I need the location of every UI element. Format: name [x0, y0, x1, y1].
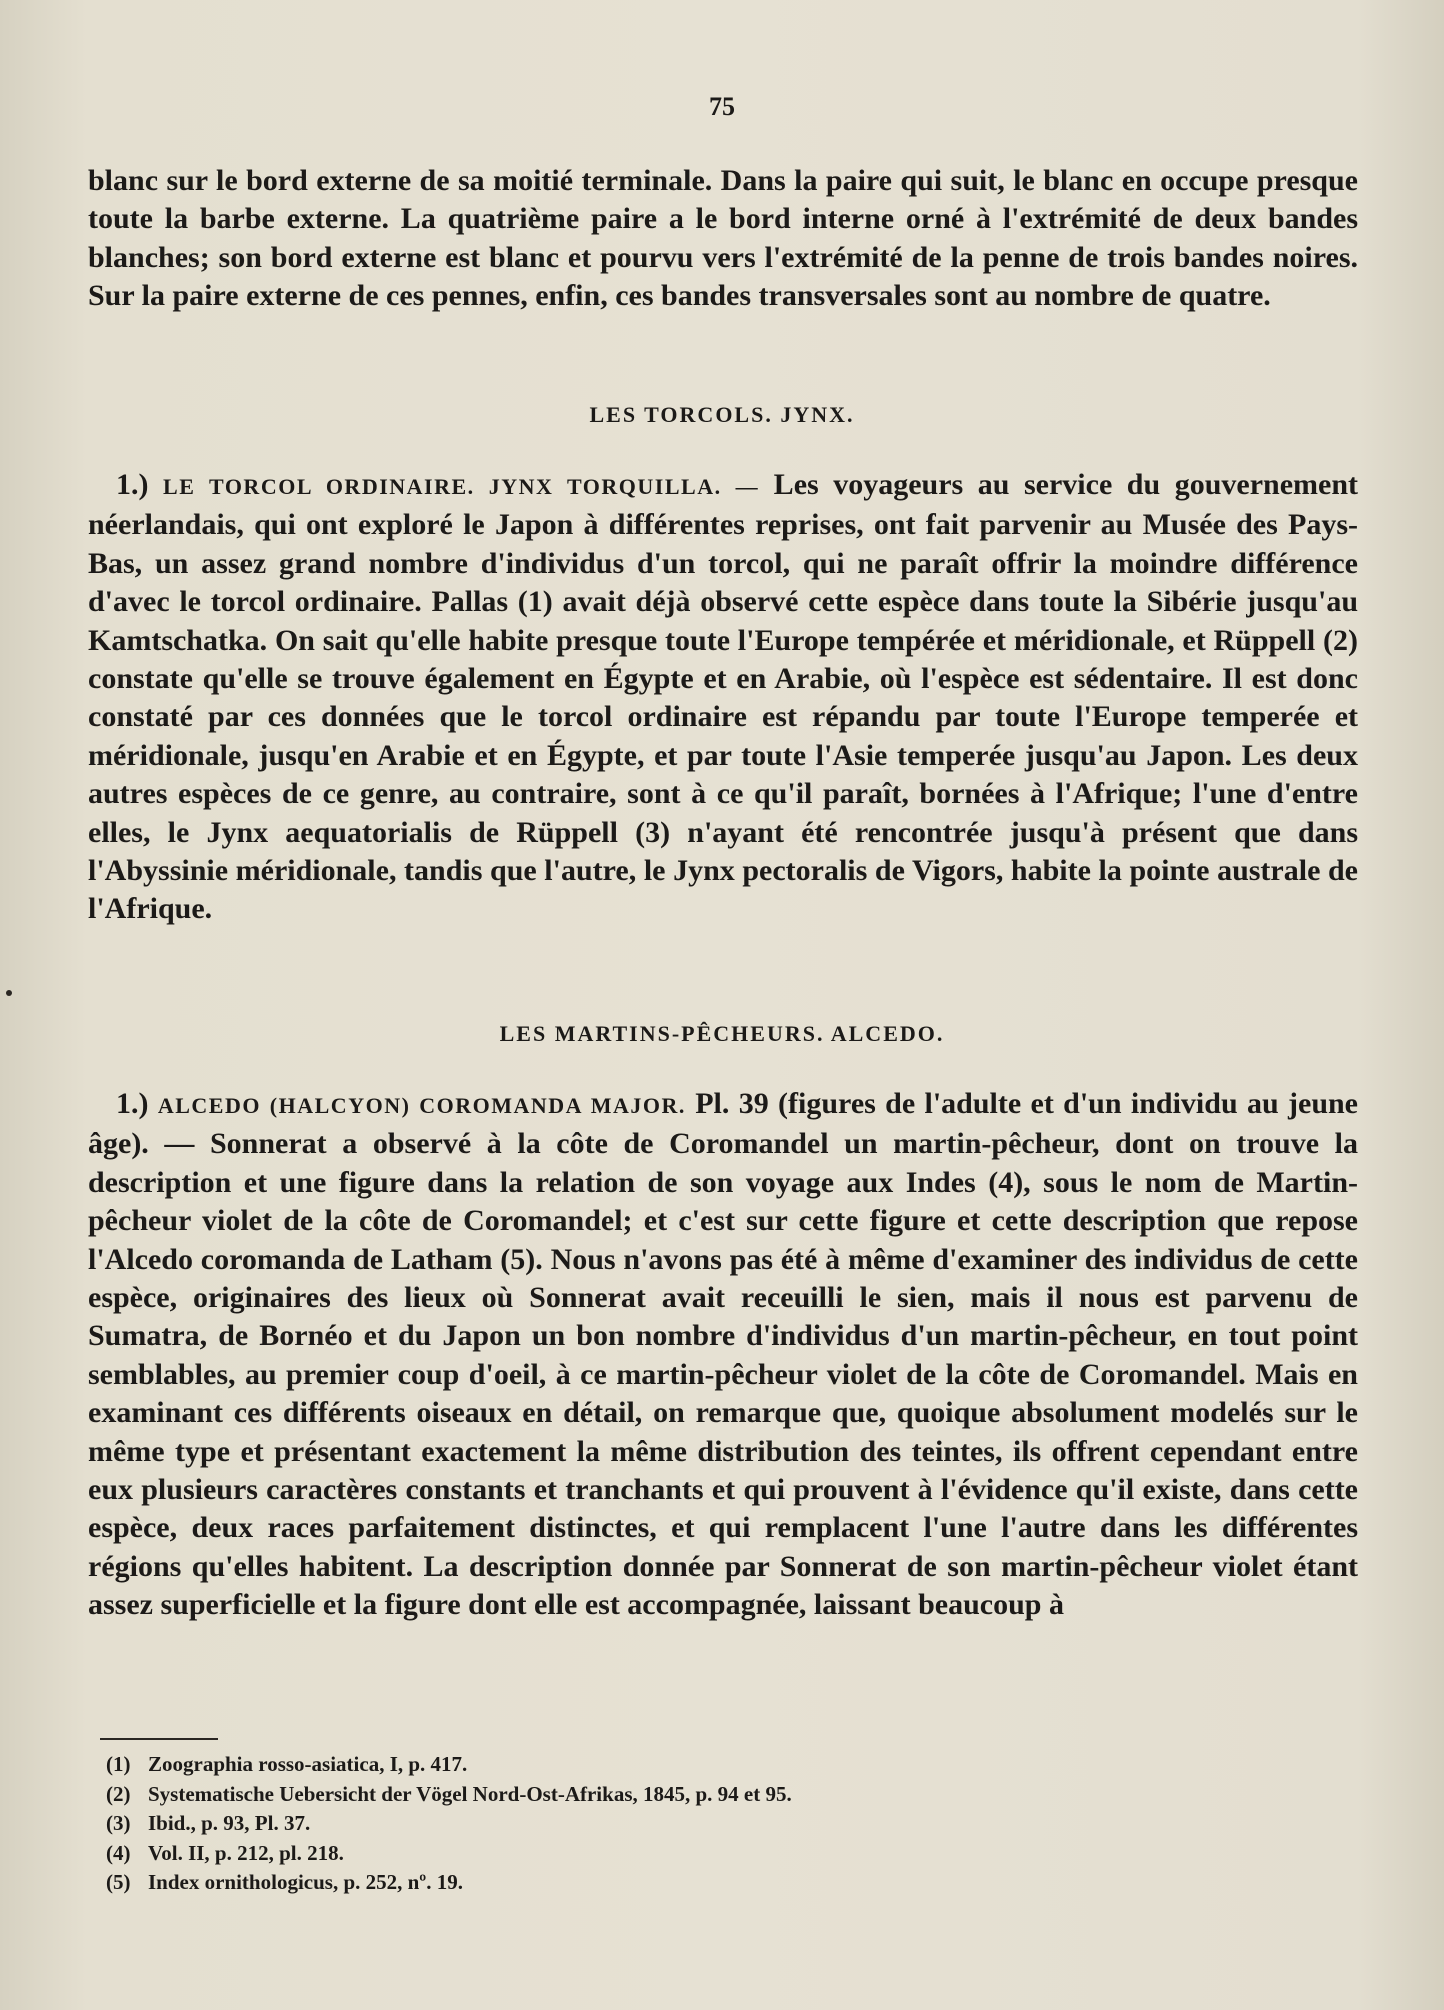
footnotes [106, 1750, 1306, 1898]
footnote-text: Vol. II, p. 212, pl. 218. [148, 1840, 344, 1865]
species-name: LE TORCOL ORDINAIRE. JYNX TORQUILLA. — [163, 474, 760, 499]
footnote [106, 1868, 1306, 1898]
footnote-number: (3) [106, 1811, 131, 1835]
footnote-text: Zoographia rosso-asiatica, I, p. 417. [148, 1752, 468, 1776]
section-paragraph [88, 466, 1358, 929]
entry-text: Les voyageurs au service du gouvernement néerlandais, qui ont exploré le Japon à différentes reprises, ont fait parvenir au Musée des Pays-Bas, un assez grand nombre d'individus d'un torcol, qui ne paraît offrir la moindre différence d'avec le torcol ordinaire. Pallas (1) avait déjà observé cette espèce dans toute la Sibérie jusqu'au Kamtschatka. On sait qu'elle habite presque toute l'Europe tempérée et méridionale, et Rüppell (2) constate qu'elle se trouve également en Égypte et en Arabie, où l'espèce est sédentaire. Il est donc constaté par ces données que le torcol ordinaire est répandu par toute l'Europe temperée et méridionale, jusqu'en Arabie et en Égypte, et par toute l'Asie temperée jusqu'au Japon. Les deux autres espèces de ce genre, au contraire, sont à ce qu'il paraît, bornées à l'Afrique; l'une d'entre elles, le Jynx aequatorialis de Rüppell (3) n'ayant été rencontrée jusqu'à présent que dans l'Abyssinie méridionale, tandis que l'autre, le Jynx pectoralis de Vigors, habite la pointe australe de l'Afrique. [88, 468, 1359, 926]
footnote-text: Systematische Uebersicht der Vögel Nord-Ost-Afrikas, 1845, p. 94 et 95. [148, 1781, 792, 1806]
footnote-rule [100, 1738, 218, 1740]
footnote [106, 1809, 1306, 1839]
section-heading-torcols: LES TORCOLS. JYNX. [589, 402, 855, 427]
paragraph-text: blanc sur le bord externe de sa moitié terminale. Dans la paire qui suit, le blanc en occupe presque toute la barbe externe. La quatrième paire a le bord interne orné à l'extrémité de deux bandes blanches; son bord externe est blanc et pourvu vers l'extrémité de la penne de trois bandes noires. Sur la paire externe de ces pennes, enfin, ces bandes transversales sont au nombre de quatre. [88, 164, 1358, 313]
continuation-paragraph [88, 162, 1358, 316]
footnote [106, 1780, 1306, 1810]
section-torcol [88, 466, 1358, 929]
footnote [106, 1750, 1306, 1780]
species-name: ALCEDO (HALCYON) COROMANDA MAJOR. [157, 1093, 686, 1118]
footnote-number: (1) [106, 1752, 131, 1776]
entry-number: 1.) [116, 468, 149, 501]
footnote-text: Index ornithologicus, p. 252, nº. 19. [148, 1870, 463, 1894]
section-paragraph [88, 1085, 1358, 1625]
footnote-number: (5) [106, 1870, 131, 1894]
section-alcedo [88, 1085, 1358, 1625]
footnote-number: (2) [106, 1781, 131, 1806]
footnote-number: (4) [106, 1840, 131, 1865]
footnote [106, 1839, 1306, 1869]
section-heading-martins-pecheurs: LES MARTINS-PÊCHEURS. ALCEDO. [499, 1021, 945, 1046]
ink-speck [6, 990, 12, 996]
footnote-text: Ibid., p. 93, Pl. 37. [148, 1811, 311, 1835]
page-number: 75 [709, 92, 735, 121]
entry-text: Pl. 39 (figures de l'adulte et d'un individu au jeune âge). — Sonnerat a observé à la côte de Coromandel un martin-pêcheur, dont on trouve la description et une figure dans la relation de son voyage aux Indes (4), sous le nom de Martin-pêcheur violet de la côte de Coromandel; et c'est sur cette figure et cette description que repose l'Alcedo coromanda de Latham (5). Nous n'avons pas été à même d'examiner des individus de cette espèce, originaires des lieux où Sonnerat avait receuilli le sien, mais il nous est parvenu de Sumatra, de Bornéo et du Japon un bon nombre d'individus d'un martin-pêcheur, en tout point semblables, au premier coup d'oeil, à ce martin-pêcheur violet de la côte de Coromandel. Mais en examinant ces différents oiseaux en détail, on remarque que, quoique absolument modelés sur le même type et présentant exactement la même distribution des teintes, ils offrent cependant entre eux plusieurs caractères constants et tranchants et qui prouvent à l'évidence qu'il existe, dans cette espèce, deux races parfaitement distinctes, et qui remplacent l'une l'autre dans les différentes régions qu'elles habitent. La description donnée par Sonnerat de son martin-pêcheur violet étant assez superficielle et la figure dont elle est accompagnée, laissant beaucoup à [88, 1087, 1359, 1622]
entry-number: 1.) [116, 1087, 149, 1120]
